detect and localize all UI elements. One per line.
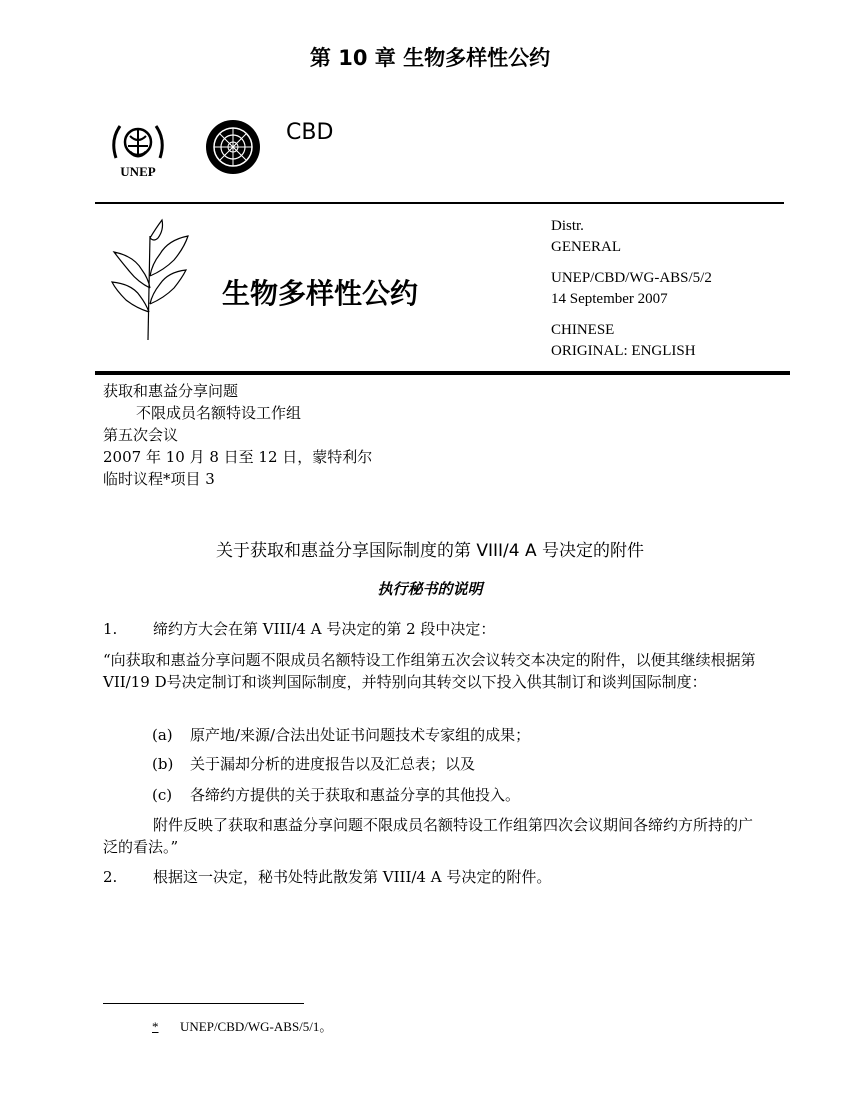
paragraph-1-number: 1. bbox=[103, 620, 118, 638]
list-item-text: 各缔约方提供的关于获取和惠益分享的其他投入。 bbox=[190, 786, 521, 804]
document-subtitle: 执行秘书的说明 bbox=[377, 580, 483, 598]
list-item-text: 关于漏却分析的进度报告以及汇总表；以及 bbox=[190, 755, 476, 773]
meeting-working-group: 不限成员名额特设工作组 bbox=[136, 404, 302, 422]
list-item-mark: (a) bbox=[152, 726, 173, 744]
footnote-rule bbox=[103, 1003, 304, 1004]
annex-paragraph: 附件反映了获取和惠益分享问题不限成员名额特设工作组第四次会议期间各缔约方所持的广泛的看法。” bbox=[103, 816, 754, 856]
paragraph-1-text: 缔约方大会在第 VIII/4 A 号决定的第 2 段中决定： bbox=[153, 620, 496, 638]
paragraph-1 bbox=[103, 618, 763, 640]
list-item-mark: (b) bbox=[152, 755, 174, 773]
document-title: 关于获取和惠益分享国际制度的第 VIII/4 A 号决定的附件 bbox=[215, 541, 645, 561]
document-date: 14 September 2007 bbox=[551, 291, 668, 307]
document-language: CHINESE bbox=[551, 322, 615, 338]
unep-logo bbox=[108, 118, 168, 180]
paragraph-2 bbox=[103, 866, 763, 888]
unep-logo-text: UNEP bbox=[120, 164, 156, 179]
meeting-info bbox=[103, 380, 372, 490]
chapter-title: 第 10 章 生物多样性公约 bbox=[309, 46, 551, 70]
list-item bbox=[152, 724, 530, 746]
footnote-text: UNEP/CBD/WG-ABS/5/1。 bbox=[180, 1019, 333, 1034]
footnote-mark: * bbox=[152, 1019, 159, 1034]
distribution-block bbox=[551, 216, 712, 362]
list-item bbox=[152, 784, 520, 806]
distr-general: GENERAL bbox=[551, 239, 621, 255]
list-item bbox=[152, 753, 475, 775]
decision-quote: “向获取和惠益分享问题不限成员名额特设工作组第五次会议转交本决定的附件，以便其继续根据第VII/19 D号决定制订和谈判国际制度，并特别向其转交以下投入供其制订和谈判国际制度： bbox=[103, 651, 756, 691]
un-emblem bbox=[200, 118, 266, 176]
meeting-dates-place: 2007 年 10 月 8 日至 12 日，蒙特利尔 bbox=[103, 448, 373, 466]
paragraph-2-text: 根据这一决定，秘书处特此散发第 VIII/4 A 号决定的附件。 bbox=[153, 868, 552, 886]
header-rule-bottom bbox=[95, 371, 790, 375]
cbd-plant-logo bbox=[108, 216, 192, 342]
convention-title: 生物多样性公约 bbox=[222, 277, 419, 310]
footnote bbox=[152, 1016, 332, 1035]
paragraph-2-number: 2. bbox=[103, 868, 118, 886]
list-item-text: 原产地/来源/合法出处证书问题技术专家组的成果； bbox=[190, 726, 531, 744]
meeting-agenda: 临时议程*项目 3 bbox=[103, 470, 215, 488]
list-item-mark: (c) bbox=[152, 786, 173, 804]
document-symbol: UNEP/CBD/WG-ABS/5/2 bbox=[551, 270, 712, 286]
header-rule-top bbox=[95, 202, 784, 204]
original-language: ORIGINAL: ENGLISH bbox=[551, 343, 696, 359]
meeting-topic: 获取和惠益分享问题 bbox=[103, 382, 239, 400]
meeting-session: 第五次会议 bbox=[103, 426, 179, 444]
cbd-label: CBD bbox=[286, 120, 334, 145]
distr-label: Distr. bbox=[551, 218, 584, 234]
